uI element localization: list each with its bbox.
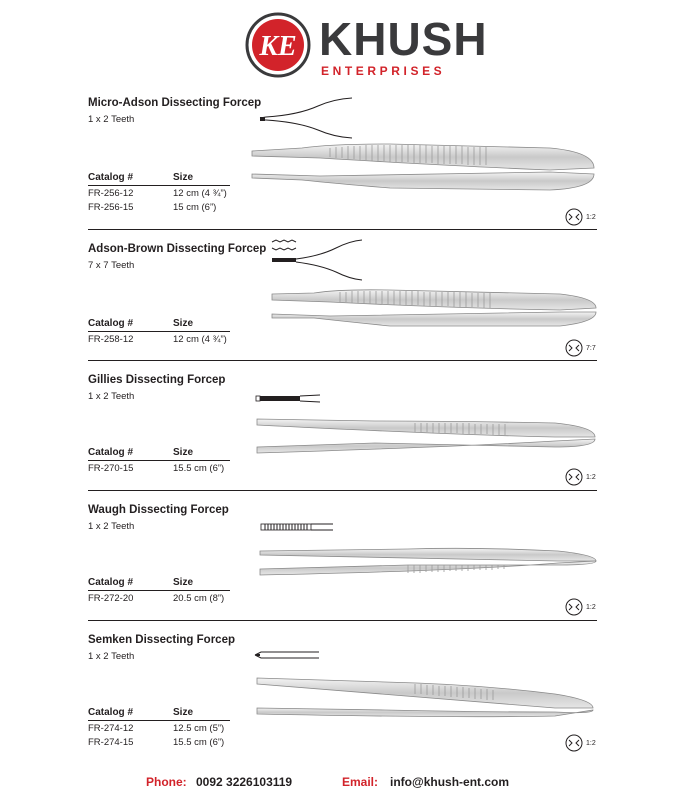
teeth-pattern-icon bbox=[565, 734, 583, 752]
forcep-icon bbox=[258, 545, 598, 581]
catalog-table-header bbox=[88, 172, 230, 186]
catalog-header: Catalog # bbox=[88, 318, 134, 329]
phone-label: Phone: bbox=[146, 775, 187, 789]
teeth-ratio: 1:2 bbox=[586, 474, 596, 481]
teeth-pattern-icon bbox=[565, 339, 583, 357]
product-teeth: 1 x 2 Teeth bbox=[88, 114, 135, 125]
forcep-icon bbox=[255, 674, 598, 722]
table-row bbox=[88, 591, 230, 605]
table-row bbox=[88, 461, 230, 475]
catalog-number: FR-256-12 bbox=[88, 188, 134, 199]
catalog-header: Catalog # bbox=[88, 447, 134, 458]
catalog-table-header bbox=[88, 707, 230, 721]
catalog-table bbox=[88, 172, 230, 214]
forcep-icon bbox=[250, 140, 598, 196]
catalog-table bbox=[88, 577, 230, 605]
size-header: Size bbox=[173, 318, 194, 329]
product-title: Gillies Dissecting Forcep bbox=[88, 374, 226, 386]
product-title: Micro-Adson Dissecting Forcep bbox=[88, 97, 262, 109]
catalog-table bbox=[88, 707, 230, 749]
forcep-icon bbox=[255, 415, 598, 461]
product-title: Waugh Dissecting Forcep bbox=[88, 504, 229, 516]
tip-closeup-icon bbox=[253, 650, 321, 660]
teeth-ratio: 1:2 bbox=[586, 740, 596, 747]
size-value: 15 cm (6”) bbox=[173, 202, 217, 213]
catalog-table bbox=[88, 447, 230, 475]
brand-subtitle: ENTERPRISES bbox=[321, 64, 446, 78]
size-value: 20.5 cm (8”) bbox=[173, 593, 225, 604]
section-divider bbox=[88, 620, 597, 621]
table-row bbox=[88, 332, 230, 346]
catalog-number: FR-256-15 bbox=[88, 202, 134, 213]
teeth-ratio: 7:7 bbox=[586, 345, 596, 352]
teeth-tip-diagram-icon bbox=[270, 238, 364, 282]
teeth-pattern-icon bbox=[565, 208, 583, 226]
teeth-ratio-badge bbox=[565, 339, 595, 357]
teeth-tip-diagram-icon bbox=[258, 96, 354, 140]
section-divider bbox=[88, 229, 597, 230]
product-title: Adson-Brown Dissecting Forcep bbox=[88, 243, 267, 255]
contact-footer bbox=[0, 775, 689, 793]
teeth-ratio-badge bbox=[565, 468, 595, 486]
email-link[interactable]: info@khush-ent.com bbox=[390, 775, 510, 789]
catalog-number: FR-274-12 bbox=[88, 723, 134, 734]
catalog-header: Catalog # bbox=[88, 707, 134, 718]
svg-text:KE: KE bbox=[259, 31, 297, 62]
size-value: 12 cm (4 ¾”) bbox=[173, 334, 227, 345]
section-divider bbox=[88, 360, 597, 361]
catalog-number: FR-274-15 bbox=[88, 737, 134, 748]
size-header: Size bbox=[173, 577, 194, 588]
phone-number[interactable]: 0092 3226103119 bbox=[196, 775, 293, 789]
ke-monogram-icon bbox=[245, 12, 311, 78]
table-row bbox=[88, 200, 230, 214]
size-header: Size bbox=[173, 172, 194, 183]
size-header: Size bbox=[173, 707, 194, 718]
table-row bbox=[88, 735, 230, 749]
tip-closeup-icon bbox=[259, 522, 335, 532]
tip-closeup-icon bbox=[254, 393, 322, 405]
table-row bbox=[88, 186, 230, 200]
catalog-header: Catalog # bbox=[88, 172, 134, 183]
catalog-table bbox=[88, 318, 230, 346]
catalog-table-header bbox=[88, 447, 230, 461]
section-divider bbox=[88, 490, 597, 491]
catalog-number: FR-270-15 bbox=[88, 463, 134, 474]
teeth-pattern-icon bbox=[565, 468, 583, 486]
table-row bbox=[88, 721, 230, 735]
product-title: Semken Dissecting Forcep bbox=[88, 634, 235, 646]
catalog-number: FR-272-20 bbox=[88, 593, 134, 604]
teeth-ratio: 1:2 bbox=[586, 214, 596, 221]
teeth-pattern-icon bbox=[565, 598, 583, 616]
size-value: 12.5 cm (5”) bbox=[173, 723, 225, 734]
catalog-table-header bbox=[88, 318, 230, 332]
catalog-number: FR-258-12 bbox=[88, 334, 134, 345]
product-teeth: 7 x 7 Teeth bbox=[88, 260, 135, 271]
brand-logo bbox=[245, 12, 488, 80]
catalog-header: Catalog # bbox=[88, 577, 134, 588]
product-teeth: 1 x 2 Teeth bbox=[88, 391, 135, 402]
teeth-ratio-badge bbox=[565, 208, 595, 226]
size-value: 15.5 cm (6”) bbox=[173, 463, 225, 474]
product-teeth: 1 x 2 Teeth bbox=[88, 521, 135, 532]
size-value: 12 cm (4 ¾”) bbox=[173, 188, 227, 199]
email-label: Email: bbox=[342, 775, 379, 789]
size-value: 15.5 cm (6”) bbox=[173, 737, 225, 748]
teeth-ratio: 1:2 bbox=[586, 604, 596, 611]
catalog-table-header bbox=[88, 577, 230, 591]
brand-name: KHUSH bbox=[319, 13, 488, 65]
teeth-ratio-badge bbox=[565, 734, 595, 752]
forcep-icon bbox=[270, 288, 598, 330]
teeth-ratio-badge bbox=[565, 598, 595, 616]
product-teeth: 1 x 2 Teeth bbox=[88, 651, 135, 662]
size-header: Size bbox=[173, 447, 194, 458]
